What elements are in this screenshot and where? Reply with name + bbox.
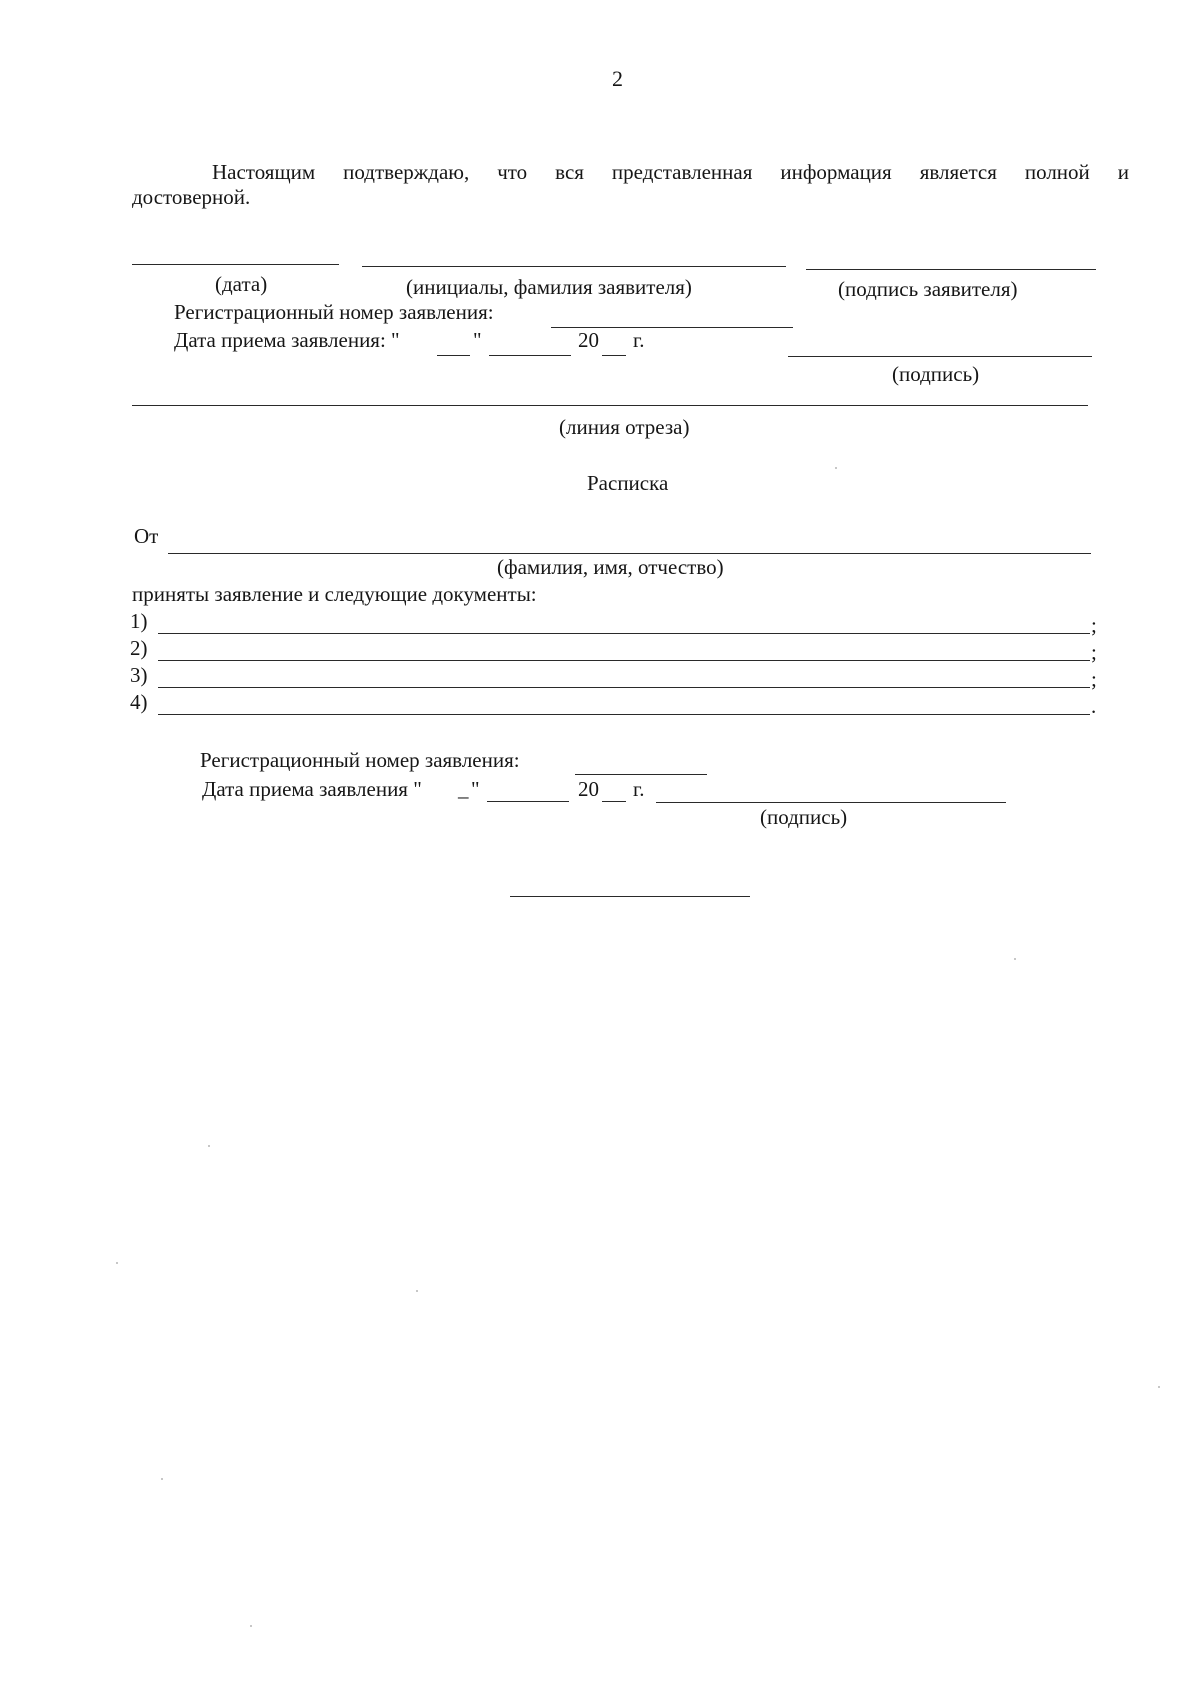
- document-line-end: ;: [1091, 640, 1097, 664]
- registration-number-label: Регистрационный номер заявления:: [174, 300, 494, 324]
- scan-speck: [208, 1145, 210, 1147]
- receipt-accepted-text: приняты заявление и следующие документы:: [132, 582, 537, 606]
- receipt-registration-number-label: Регистрационный номер заявления:: [200, 748, 520, 772]
- registration-year-prefix: 20: [578, 328, 599, 352]
- receipt-date-quote-close: ": [471, 777, 480, 801]
- document-number: 3): [130, 663, 148, 687]
- receipt-year-underline: [602, 801, 626, 802]
- receipt-from-label: От: [134, 524, 159, 548]
- receipt-signature-underline: [656, 802, 1006, 803]
- registration-day-underline: [437, 355, 470, 356]
- document-underline: [158, 714, 1090, 715]
- scan-speck: [416, 1290, 418, 1292]
- document-number: 2): [130, 636, 148, 660]
- scan-speck: [250, 1625, 252, 1627]
- receipt-year-suffix: г.: [633, 777, 645, 801]
- registration-month-underline: [489, 355, 571, 356]
- scan-speck: [161, 1478, 163, 1480]
- scan-speck: [1158, 1386, 1160, 1388]
- end-separator: [510, 896, 750, 897]
- registration-year-suffix: г.: [633, 328, 645, 352]
- receipt-from-underline: [168, 553, 1091, 554]
- document-underline: [158, 687, 1090, 688]
- signature-underline: [806, 269, 1096, 270]
- scan-speck: [116, 1262, 118, 1264]
- cut-line-caption: (линия отреза): [559, 415, 690, 439]
- document-number: 4): [130, 690, 148, 714]
- scan-speck: [1014, 958, 1016, 960]
- document-line-end: ;: [1091, 667, 1097, 691]
- scan-speck: [835, 467, 837, 469]
- registration-year-underline: [602, 355, 626, 356]
- document-number: 1): [130, 609, 148, 633]
- name-underline: [362, 266, 786, 267]
- receipt-date-label: Дата приема заявления ": [202, 777, 422, 801]
- registration-date-label: Дата приема заявления: ": [174, 328, 400, 352]
- confirmation-line-2: достоверной.: [132, 185, 251, 209]
- registrar-signature-caption: (подпись): [892, 362, 980, 386]
- registrar-signature-underline: [788, 356, 1092, 357]
- receipt-signature-caption: (подпись): [760, 805, 848, 829]
- applicant-signature-caption: (подпись заявителя): [838, 277, 1018, 301]
- registration-date-quote-close: ": [473, 328, 482, 352]
- receipt-from-caption: (фамилия, имя, отчество): [497, 555, 724, 579]
- confirmation-line-1: Настоящим подтверждаю, что вся представленная информация является полной и: [212, 160, 1129, 184]
- document-line-end: ;: [1091, 613, 1097, 637]
- cut-line: [132, 405, 1088, 406]
- document-underline: [158, 633, 1090, 634]
- page-number: 2: [612, 66, 623, 91]
- name-caption: (инициалы, фамилия заявителя): [406, 275, 692, 299]
- document-underline: [158, 660, 1090, 661]
- date-underline: [132, 264, 339, 265]
- receipt-registration-number-underline: [575, 774, 707, 775]
- date-caption: (дата): [215, 272, 268, 296]
- receipt-year-prefix: 20: [578, 777, 599, 801]
- document-line-end: .: [1091, 694, 1097, 718]
- receipt-title: Расписка: [587, 471, 669, 495]
- receipt-date-blank: _: [458, 777, 469, 801]
- receipt-month-underline: [487, 801, 569, 802]
